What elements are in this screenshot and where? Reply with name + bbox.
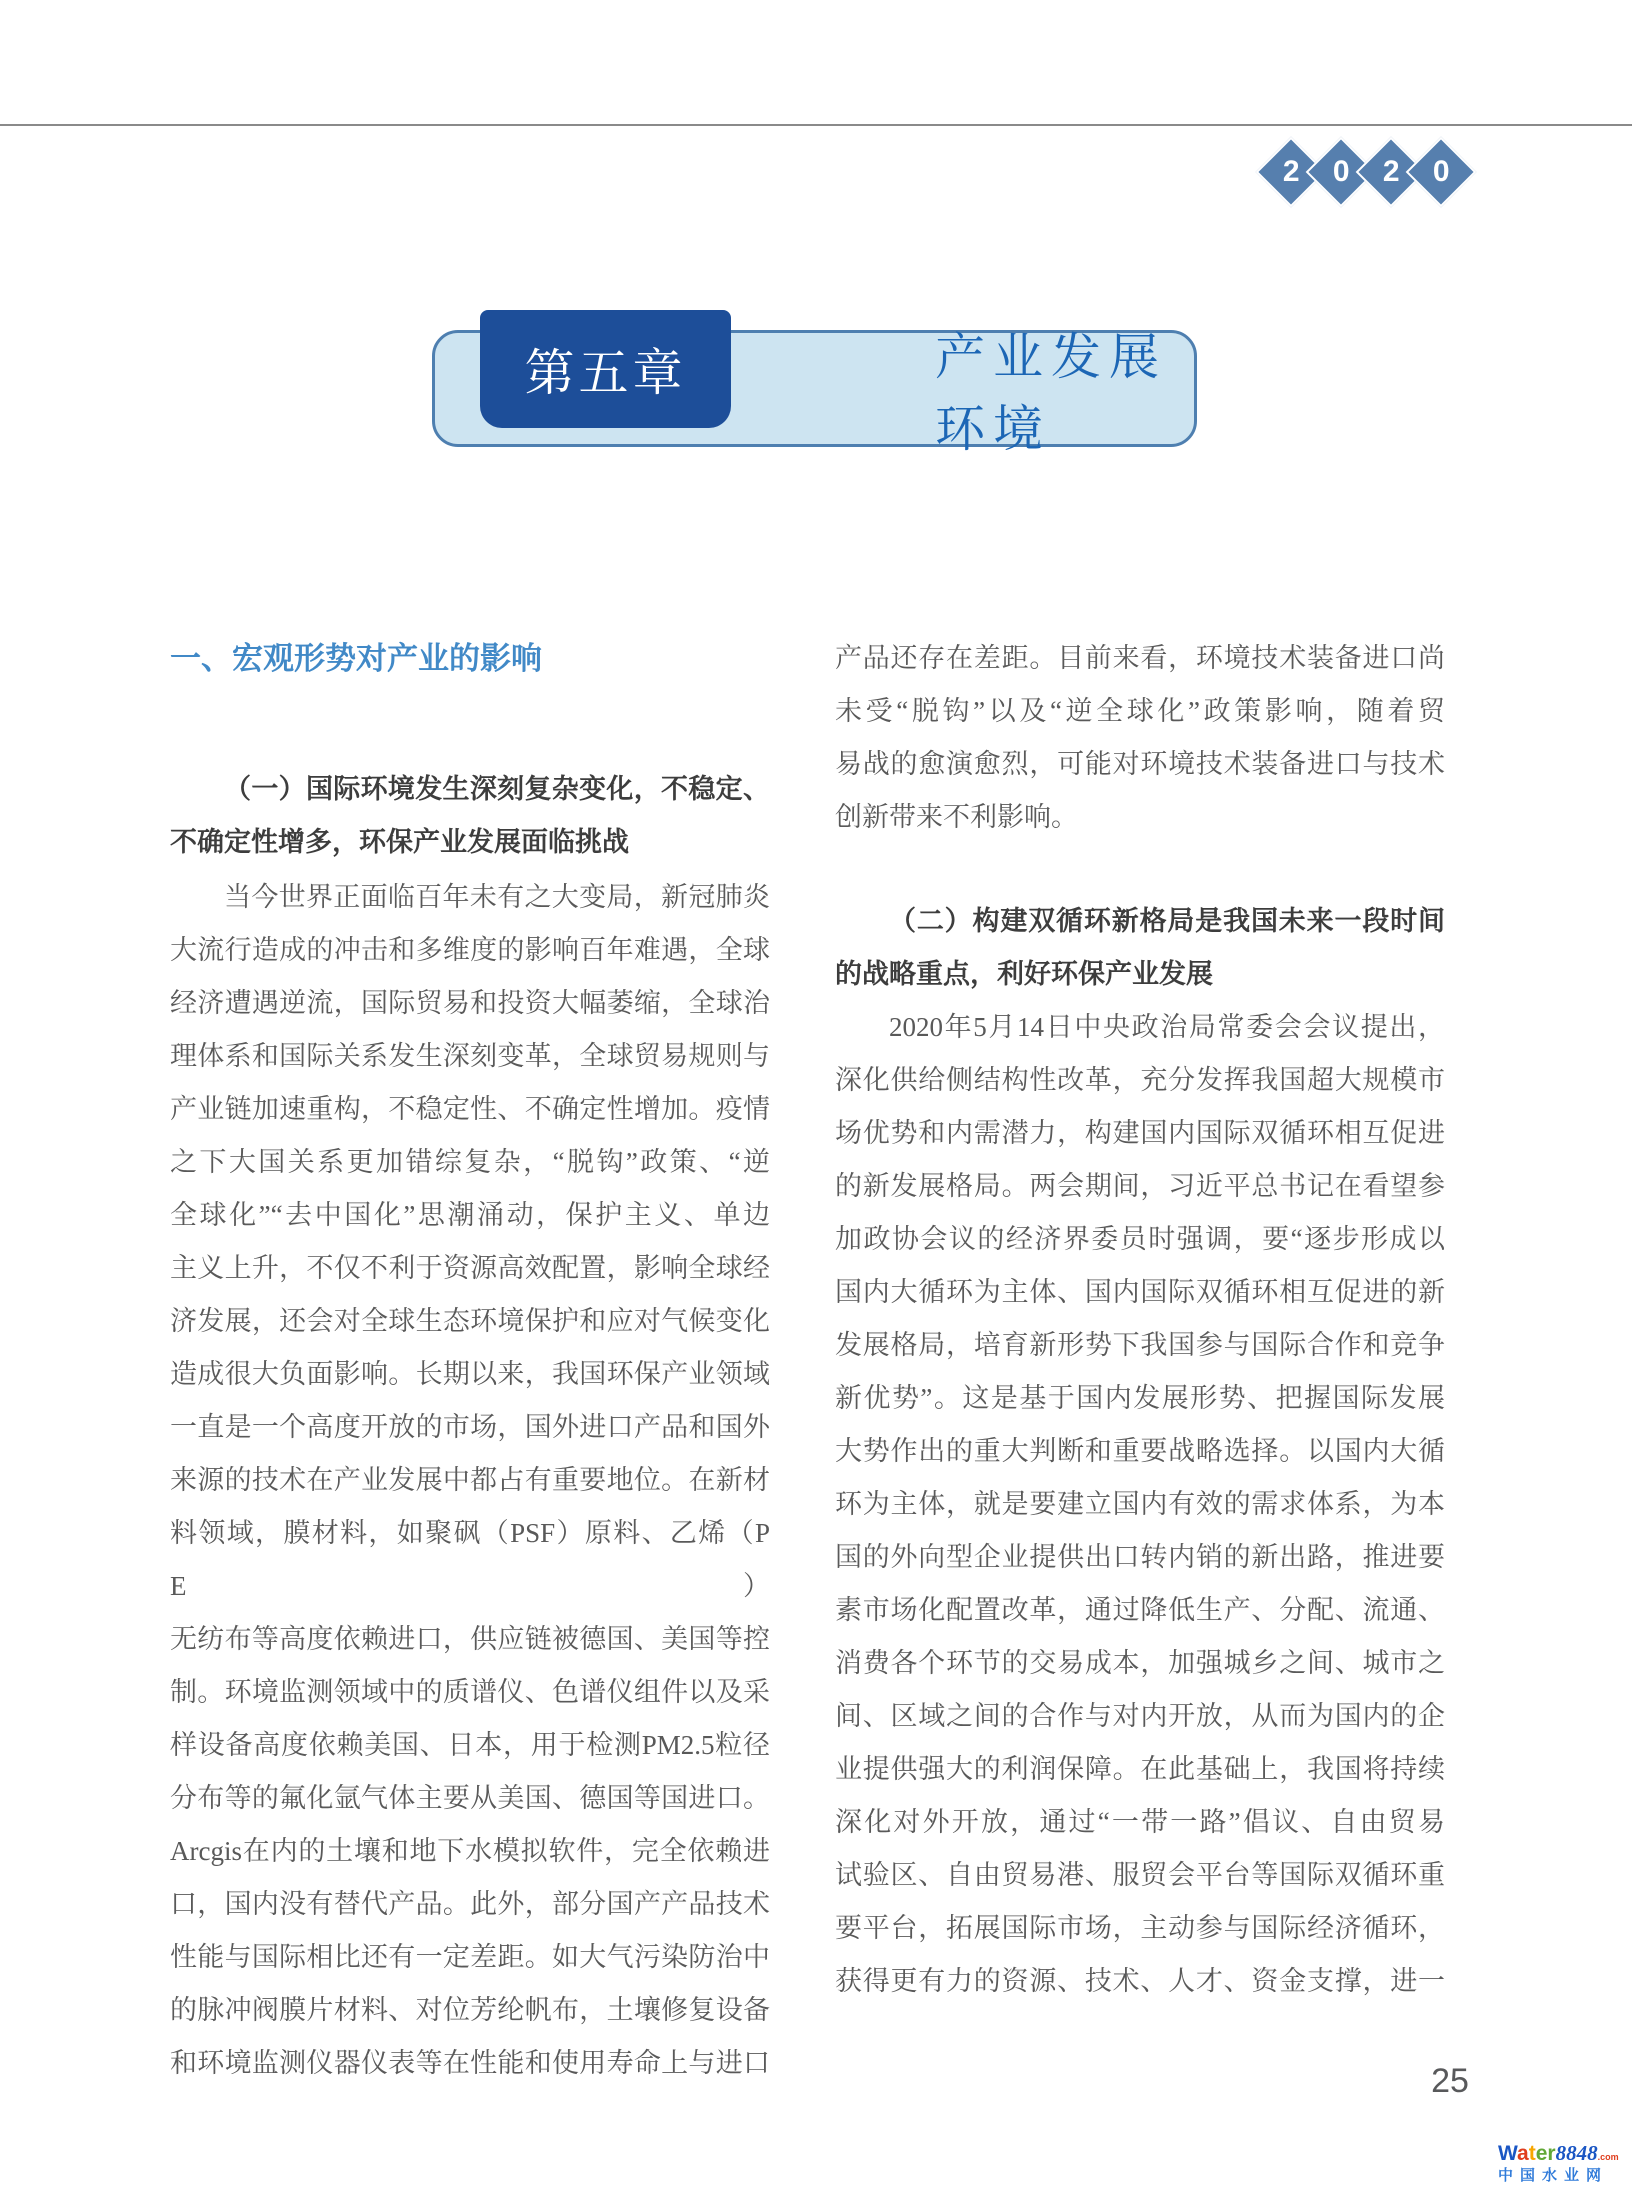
year-2020-badge <box>1266 147 1466 197</box>
year-diamond <box>1406 137 1477 208</box>
text-line: 消费各个环节的交易成本，加强城乡之间、城市之 <box>835 1648 1445 1678</box>
text-line: 无纺布等高度依赖进口，供应链被德国、美国等控 <box>170 1624 770 1654</box>
text-line: 济发展，还会对全球生态环境保护和应对气候变化 <box>170 1306 770 1336</box>
watermark-letter: t <box>1528 2142 1536 2165</box>
text-line: 造成很大负面影响。长期以来，我国环保产业领域 <box>170 1359 770 1389</box>
watermark-subtitle: 中国水业网 <box>1498 2167 1609 2184</box>
text-line: 产业链加速重构，不稳定性、不确定性增加。疫情 <box>170 1094 770 1124</box>
text-line: 深化对外开放，通过“一带一路”倡议、自由贸易 <box>835 1807 1445 1837</box>
text-line: 性能与国际相比还有一定差距。如大气污染防治中 <box>170 1942 770 1972</box>
text-line: 环为主体，就是要建立国内有效的需求体系，为本 <box>835 1489 1445 1519</box>
text-line: 当今世界正面临百年未有之大变局，新冠肺炎 <box>224 882 770 912</box>
text-line: 大势作出的重大判断和重要战略选择。以国内大循 <box>835 1436 1445 1466</box>
text-line: 间、区域之间的合作与对内开放，从而为国内的企 <box>835 1701 1445 1731</box>
text-line: 分布等的氟化氩气体主要从美国、德国等国进口。 <box>170 1783 770 1813</box>
watermark-letter: W <box>1498 2142 1518 2165</box>
text-line: 获得更有力的资源、技术、人才、资金支撑，进一 <box>835 1966 1445 1996</box>
body-paragraph <box>170 871 770 2090</box>
text-line: 国的外向型企业提供出口转内销的新出路，推进要 <box>835 1542 1445 1572</box>
text-line: （一）国际环境发生深刻复杂变化，不稳定、 <box>224 774 770 804</box>
text-line: 业提供强大的利润保障。在此基础上，我国将持续 <box>835 1754 1445 1784</box>
text-line: 要平台，拓展国际市场，主动参与国际经济循环， <box>835 1913 1445 1943</box>
header-divider <box>0 124 1632 126</box>
year-digit: 0 <box>1432 155 1450 188</box>
text-line: 未受“脱钩”以及“逆全球化”政策影响，随着贸 <box>835 696 1445 726</box>
page-number: 25 <box>1431 2062 1469 2100</box>
text-line: 易战的愈演愈烈，可能对环境技术装备进口与技术 <box>835 749 1445 779</box>
watermark-letter: r <box>1547 2142 1556 2165</box>
text-line: 制。环境监测领域中的质谱仪、色谱仪组件以及采 <box>170 1677 770 1707</box>
chapter-title: 产业发展环境 <box>935 328 1167 457</box>
text-line: 样设备高度依赖美国、日本，用于检测PM2.5粒径 <box>170 1730 770 1760</box>
watermark-number: 8848 <box>1555 2141 1598 2165</box>
chapter-number-box <box>480 310 731 428</box>
text-line: 理体系和国际关系发生深刻变革，全球贸易规则与 <box>170 1041 770 1071</box>
watermark-letter: e <box>1535 2142 1548 2165</box>
chapter-number-label: 第五章 <box>524 345 687 401</box>
text-line: 2020年5月14日中央政治局常委会会议提出， <box>889 1012 1445 1042</box>
text-line: 主义上升，不仅不利于资源高效配置，影响全球经 <box>170 1253 770 1283</box>
text-line: 不确定性增多，环保产业发展面临挑战 <box>170 827 629 857</box>
text-line: 创新带来不利影响。 <box>835 802 1078 832</box>
text-line: 料领域，膜材料，如聚砜（PSF）原料、乙烯（PE） <box>170 1518 770 1601</box>
text-line: 试验区、自由贸易港、服贸会平台等国际双循环重 <box>835 1860 1445 1890</box>
text-line: 产品还存在差距。目前来看，环境技术装备进口尚 <box>835 643 1445 673</box>
subsection-one-heading <box>170 763 770 869</box>
year-digit: 2 <box>1282 155 1300 188</box>
text-line: 场优势和内需潜力，构建国内国际双循环相互促进 <box>835 1118 1445 1148</box>
text-line: 一直是一个高度开放的市场，国外进口产品和国外 <box>170 1412 770 1442</box>
text-line: 新优势”。这是基于国内发展形势、把握国际发展 <box>835 1383 1445 1413</box>
left-text-column <box>170 632 770 2090</box>
body-paragraph-continued <box>835 632 1445 844</box>
text-line: 之下大国关系更加错综复杂，“脱钩”政策、“逆 <box>170 1147 770 1177</box>
text-line: 大流行造成的冲击和多维度的影响百年难遇，全球 <box>170 935 770 965</box>
text-line: Arcgis在内的土壤和地下水模拟软件，完全依赖进 <box>170 1836 770 1866</box>
text-line: 的战略重点，利好环保产业发展 <box>835 959 1213 989</box>
text-line: （二）构建双循环新格局是我国未来一段时间 <box>889 906 1445 936</box>
text-line: 经济遭遇逆流，国际贸易和投资大幅萎缩，全球治 <box>170 988 770 1018</box>
text-line: 的新发展格局。两会期间，习近平总书记在看望参 <box>835 1171 1445 1201</box>
right-text-column <box>835 632 1445 2008</box>
text-line: 素市场化配置改革，通过降低生产、分配、流通、 <box>835 1595 1445 1625</box>
year-digit: 0 <box>1332 155 1350 188</box>
text-line: 口，国内没有替代产品。此外，部分国产产品技术 <box>170 1889 770 1919</box>
watermark-domain: .com <box>1597 2152 1619 2162</box>
watermark-letter: a <box>1517 2142 1529 2165</box>
watermark-logo <box>1498 2143 1630 2164</box>
text-line: 和环境监测仪器仪表等在性能和使用寿命上与进口 <box>170 2048 770 2078</box>
watermark-word <box>1498 2142 1556 2165</box>
text-line: 国内大循环为主体、国内国际双循环相互促进的新 <box>835 1277 1445 1307</box>
section-heading: 一、宏观形势对产业的影响 <box>170 641 542 676</box>
watermark <box>1498 2143 1630 2183</box>
text-line: 全球化”“去中国化”思潮涌动，保护主义、单边 <box>170 1200 770 1230</box>
text-line: 的脉冲阀膜片材料、对位芳纶帆布，土壤修复设备 <box>170 1995 770 2025</box>
body-paragraph <box>835 1001 1445 2008</box>
text-line: 加政协会议的经济界委员时强调，要“逐步形成以 <box>835 1224 1445 1254</box>
text-line: 来源的技术在产业发展中都占有重要地位。在新材 <box>170 1465 770 1495</box>
subsection-two-heading <box>835 895 1445 1001</box>
year-digit: 2 <box>1382 155 1400 188</box>
text-line: 发展格局，培育新形势下我国参与国际合作和竞争 <box>835 1330 1445 1360</box>
text-line: 深化供给侧结构性改革，充分发挥我国超大规模市 <box>835 1065 1445 1095</box>
